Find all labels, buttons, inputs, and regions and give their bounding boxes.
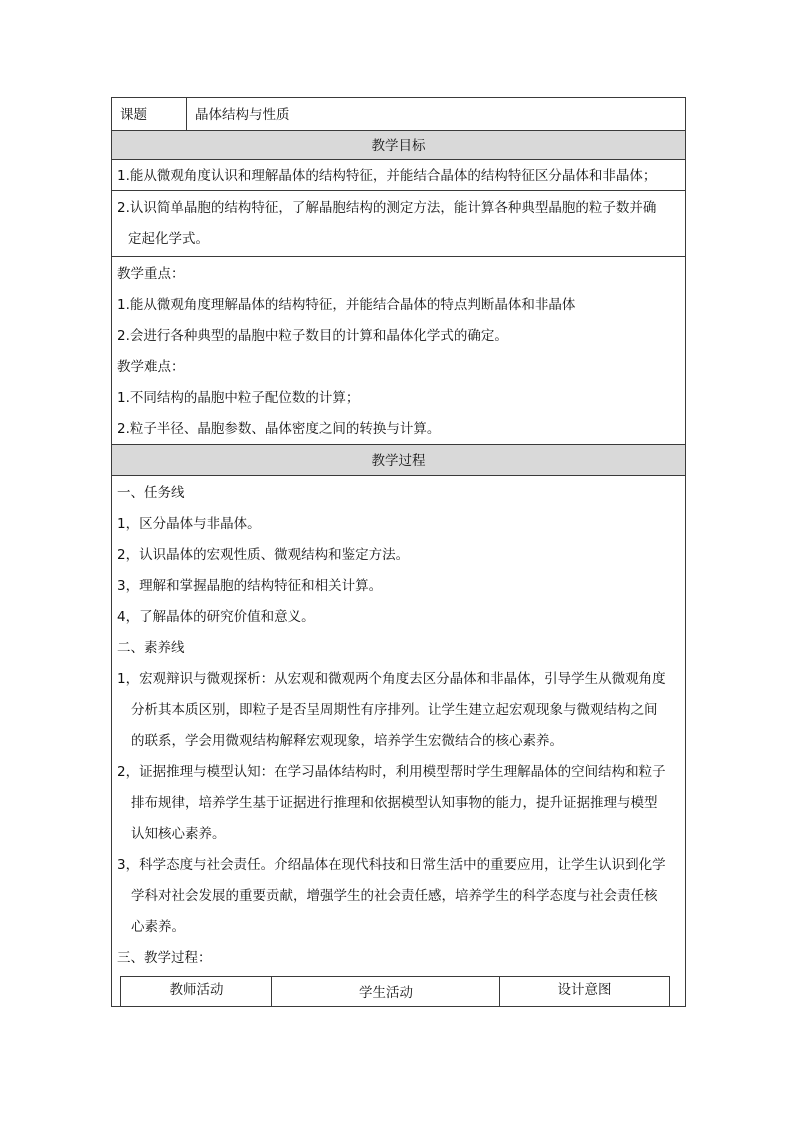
literacy-3-line-3: 心素养。 [131,919,185,935]
process-heading: 教学过程 [371,453,426,469]
literacy-2-line-1: 2，证据推理与模型认知：在学习晶体结构时，利用模型帮时学生理解晶体的空间结构和粒子 [117,764,666,780]
process-body-row [112,476,685,1006]
objectives-heading: 教学目标 [371,138,426,154]
literacy-3-line-1: 3，科学态度与社会责任。介绍晶体在现代科技和日常生活中的重要应用，让学生认识到化学 [117,857,666,873]
teacher-activity-header: 教师活动 [169,982,224,998]
task-item-2: 2，认识晶体的宏观性质、微观结构和鉴定方法。 [117,547,410,563]
difficult-point-2: 2.粒子半径、晶胞参数、晶体密度之间的转换与计算。 [117,421,441,437]
key-point-1: 1.能从微观角度理解晶体的结构特征，并能结合晶体的特点判断晶体和非晶体 [117,297,576,313]
topic-label-cell [112,98,187,130]
literacy-2-line-2: 排布规律，培养学生基于证据进行推理和依据模型认知事物的能力，提升证据推理与模型 [131,795,658,811]
design-intent-col [500,977,669,1006]
topic-title: 晶体结构与性质 [195,107,290,123]
task-item-1: 1，区分晶体与非晶体。 [117,516,261,532]
literacy-line-title: 二、素养线 [117,640,185,656]
objective-1: 1.能从微观角度认识和理解晶体的结构特征，并能结合晶体的结构特征区分晶体和非晶体； [117,168,657,184]
objectives-heading-row [112,131,685,160]
process-heading-row [112,445,685,476]
objective-2-line-1: 2.认识简单晶胞的结构特征，了解晶胞结构的测定方法，能计算各种典型晶胞的粒子数并确 [117,200,657,216]
design-intent-header: 设计意图 [557,982,612,998]
task-line-title: 一、任务线 [117,485,185,501]
key-point-2: 2.会进行各种典型的晶胞中粒子数目的计算和晶体化学式的确定。 [117,328,508,344]
objective-2-row [112,191,685,257]
focus-row [112,257,685,445]
lesson-plan-table [111,97,686,1007]
difficult-points-label: 教学难点： [117,359,185,375]
difficult-point-1: 1.不同结构的晶胞中粒子配位数的计算； [117,390,360,406]
activity-table-header [120,976,670,1006]
literacy-1-line-1: 1，宏观辩识与微观探析：从宏观和微观两个角度去区分晶体和非晶体，引导学生从微观角度 [117,671,666,687]
literacy-2-line-3: 认知核心素养。 [131,826,226,842]
key-points-label: 教学重点： [117,266,185,282]
literacy-1-line-3: 的联系，学会用微观结构解释宏观现象，培养学生宏微结合的核心素养。 [131,733,563,749]
steps-title: 三、教学过程： [117,950,212,966]
student-activity-col [272,977,500,1006]
task-item-4: 4，了解晶体的研究价值和意义。 [117,609,315,625]
objective-2-line-2: 定起化学式。 [128,231,209,247]
topic-row [112,98,685,131]
literacy-3-line-2: 学科对社会发展的重要贡献，增强学生的社会责任感，培养学生的科学态度与社会责任核 [131,888,658,904]
topic-label: 课题 [120,107,147,123]
objective-1-row [112,160,685,191]
literacy-1-line-2: 分析其本质区别，即粒子是否呈周期性有序排列。让学生建立起宏观现象与微观结构之间 [131,702,658,718]
teacher-activity-col [121,977,272,1006]
student-activity-header: 学生活动 [359,985,413,1001]
task-item-3: 3，理解和掌握晶胞的结构特征和相关计算。 [117,578,383,594]
